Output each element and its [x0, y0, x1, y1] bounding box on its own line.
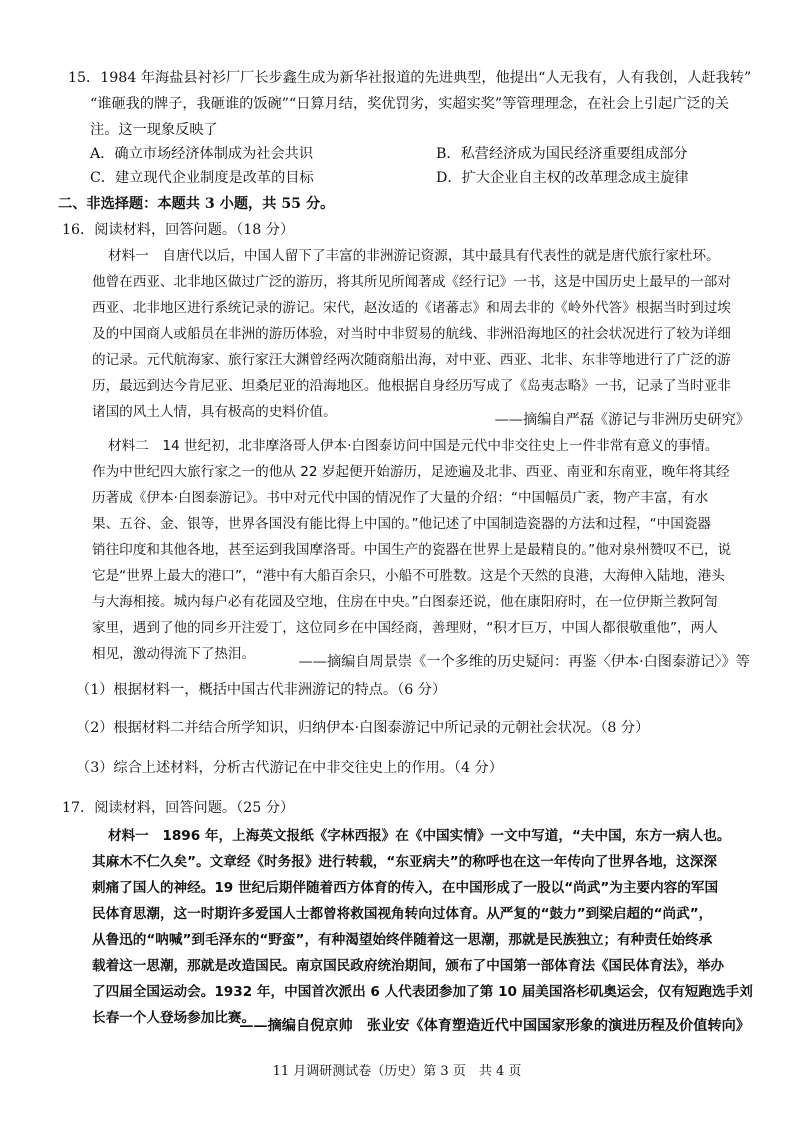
q17-m1-line: 材料一 1896 年，上海英文报纸《字林西报》在《中国实情》一文中写道，“夫中国，东方一病人也。 [108, 828, 731, 844]
q15-option-d: D．扩大企业自主权的改革理念成主旋律 [436, 170, 689, 186]
q16-m2-line: 它是“世界上最大的港口”，“港中有大船百余只，小船不可胜数。这是个天然的良港，大海伸入陆地，港头 [92, 568, 725, 584]
q16-m2-line: 家里，遇到了他的同乡开注爱丁，这位同乡在中国经商，善理财，“积才巨万，中国人都很敬重他”，两人 [92, 620, 718, 636]
q17-m1-line: 长春一个人登场参加比赛。 [92, 1010, 256, 1026]
q17-m1-line: 民体育思潮，这一时期许多爱国人士都曾将救国视角转向过体育。从严复的“鼓力”到梁启超的“尚武”， [92, 906, 713, 922]
q16-m2-source: ——摘编自周景崇《一个多维的历史疑问：再鉴〈伊本·白图泰游记〉》等 [298, 654, 750, 670]
q16-title: 16．阅读材料，回答问题。（18 分） [62, 222, 295, 238]
q16-m2-line: 相见，激动得流下了热泪。 [92, 646, 256, 662]
q16-m1-line: 他曾在西亚、北非地区做过广泛的游历，将其所见所闻著成《经行记》一书，这是中国历史上最早的一部对 [92, 274, 731, 290]
q16-m2-line: 销往印度和其他各地，甚至运到我国摩洛哥。中国生产的瓷器在世界上是最精良的。”他对泉州赞叹不已，说 [92, 542, 732, 558]
q17-m1-line: 了四届全国运动会。1932 年，中国首次派出 6 人代表团参加了第 10 届美国洛杉矶奥运会，仅有短跑选手刘 [92, 984, 753, 1000]
q16-m2-line: 与大海相接。城内每户必有花园及空地，住房在中央。”白图泰还说，他在康阳府时，在一位伊斯兰教阿訇 [92, 594, 718, 610]
q17-m1-source: ——摘编自倪京帅 张业安《体育塑造近代中国国家形象的演进历程及价值转向》 [239, 1018, 750, 1034]
q15-option-b: B．私营经济成为国民经济重要组成部分 [436, 146, 688, 162]
q16-m1-line: 的记录。元代航海家、旅行家汪大渊曾经两次随商船出海，对中亚、西亚、北非、东非等地进行了广泛的游 [92, 352, 731, 368]
q16-m2-line: 历著成《伊本·白图泰游记》。书中对元代中国的情况作了大量的介绍：“中国幅员广袤，物产丰富，有水 [92, 490, 709, 506]
q16-m2-line: 果、五谷、金、银等，世界各国没有能比得上中国的。”他记述了中国制造瓷器的方法和过程，“中国瓷器 [92, 516, 712, 532]
q17-title: 17．阅读材料，回答问题。（25 分） [62, 800, 295, 816]
q17-m1-line: 从鲁迅的“呐喊”到毛泽东的“野蛮”，有种渴望始终伴随着这一思潮，那就是民族独立；有种责任始终承 [92, 932, 713, 948]
q16-m1-line: 诸国的风土人情，具有极高的史料价值。 [92, 404, 337, 420]
q16-m1-source: ——摘编自严磊《游记与非洲历史研究》 [494, 412, 750, 428]
q17-m1-line: 载着这一思潮，那就是改造国民。南京国民政府统治期间，颁布了中国第一部体育法《国民体育法》，举办 [92, 958, 725, 974]
section-heading: 二、非选择题：本题共 3 小题，共 55 分。 [58, 196, 335, 212]
q16-m1-line: 历，最远到达今肯尼亚、坦桑尼亚的沿海地区。他根据自身经历写成了《岛夷志略》一书，记录了当时亚非 [92, 378, 731, 394]
q15-option-a: A．确立市场经济体制成为社会共识 [90, 146, 314, 162]
q17-m1-line: 刺痛了国人的神经。19 世纪后期伴随着西方体育的传入，在中国形成了一股以“尚武”为主要内容的军国 [92, 880, 719, 896]
q16-m1-line: 西亚、北非地区进行系统记录的游记。宋代，赵汝适的《诸蕃志》和周去非的《岭外代答》根据当时到过埃 [92, 300, 731, 316]
q16-sub-question-1: （1）根据材料一，概括中国古代非洲游记的特点。（6 分） [76, 682, 447, 698]
q15-option-c: C．建立现代企业制度是改革的目标 [90, 170, 314, 186]
q16-m2-line: 材料二 14 世纪初，北非摩洛哥人伊本·白图泰访问中国是元代中非交往史上一件非常有意义的事情。 [108, 438, 719, 454]
q16-sub-question-3: （3）综合上述材料，分析古代游记在中非交往史上的作用。（4 分） [76, 760, 503, 776]
q17-m1-line: 其麻木不仁久矣”。文章经《时务报》进行转载，“东亚病夫”的称呼也在这一年传向了世界各地，这深深 [92, 854, 717, 870]
q16-m2-line: 作为中世纪四大旅行家之一的他从 22 岁起便开始游历，足迹遍及北非、西亚、南亚和东南亚，晚年将其经 [92, 464, 730, 480]
q15-line-2: “谁砸我的牌子，我砸谁的饭碗”“日算月结，奖优罚劣，实超实奖”等管理理念，在社会上引起广泛的关 [90, 96, 730, 112]
q16-m1-line: 材料一 自唐代以后，中国人留下了丰富的非洲游记资源，其中最具有代表性的就是唐代旅行家杜环。 [108, 248, 720, 264]
q15-line-1: 15．1984 年海盐县衬衫厂厂长步鑫生成为新华社报道的先进典型，他提出“人无我有，人有我创，人赶我转” [68, 70, 752, 86]
q15-line-3: 注。这一现象反映了 [90, 122, 218, 138]
page-footer: 11 月调研测试卷（历史）第 3 页 共 4 页 [272, 1064, 522, 1079]
q16-m1-line: 及的中国商人或船员在非洲的游历体验，对当时中非贸易的航线、非洲沿海地区的社会状况进行了较为详细 [92, 326, 731, 342]
q16-sub-question-2: （2）根据材料二并结合所学知识，归纳伊本·白图泰游记中所记录的元朝社会状况。（8 分） [76, 720, 650, 736]
